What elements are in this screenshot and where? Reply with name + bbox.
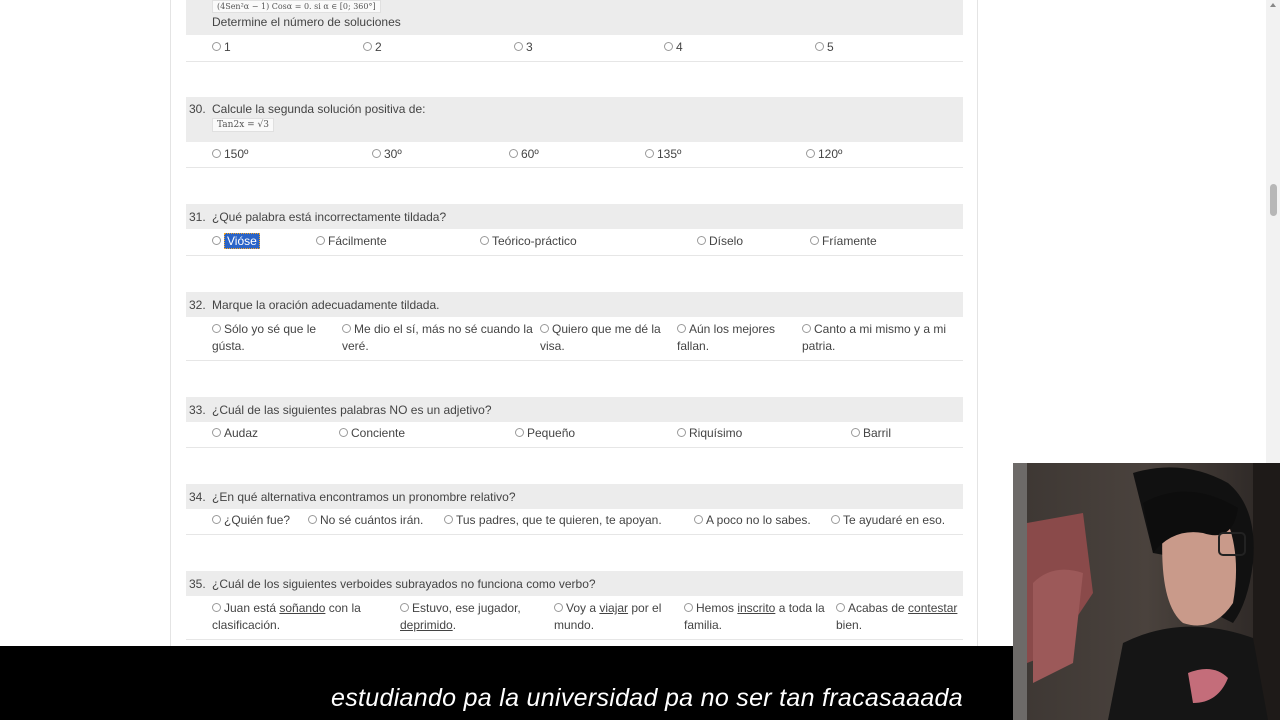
question-35-options [186, 596, 963, 640]
option-conciente[interactable]: Conciente [339, 425, 405, 442]
option-5[interactable]: 5 [815, 39, 834, 56]
radio-button[interactable] [684, 603, 693, 612]
question-31-options [186, 229, 963, 256]
option-b[interactable]: Me dio el sí, más no sé cuando la veré. [342, 322, 533, 353]
question-number: 30. [189, 102, 206, 116]
question-32-header [186, 292, 963, 317]
radio-button[interactable] [480, 236, 489, 245]
question-29-formula: (4Sen²α − 1) Cosα = 0. si α ∈ [0; 360°] [212, 0, 381, 13]
webcam-overlay [1013, 463, 1280, 720]
question-29-options [186, 35, 963, 62]
question-29-header [186, 0, 963, 35]
radio-button[interactable] [810, 236, 819, 245]
option-friamente[interactable]: Fríamente [810, 233, 877, 250]
radio-button[interactable] [554, 603, 563, 612]
option-quien-fue[interactable]: ¿Quién fue? [212, 512, 290, 529]
option-c[interactable]: Quiero que me dé la visa. [540, 322, 661, 353]
option-tus-padres[interactable]: Tus padres, que te quieren, te apoyan. [444, 512, 662, 529]
radio-button[interactable] [806, 149, 815, 158]
question-35-header [186, 571, 963, 596]
option-diselo[interactable]: Díselo [697, 233, 743, 250]
subtitle-text: estudiando pa la universidad pa no ser tan fracasaaada [331, 684, 963, 712]
question-number: 31. [189, 210, 206, 224]
question-number: 35. [189, 577, 206, 591]
radio-button[interactable] [697, 236, 706, 245]
question-34-options [186, 509, 963, 535]
radio-button[interactable] [212, 428, 221, 437]
scroll-up-icon[interactable] [1270, 3, 1276, 7]
question-31-header [186, 204, 963, 229]
radio-button[interactable] [851, 428, 860, 437]
radio-button[interactable] [515, 428, 524, 437]
option-inscrito[interactable]: Hemos inscrito a toda la familia. [684, 601, 825, 632]
option-1[interactable]: 1 [212, 39, 231, 56]
question-30-options [186, 142, 963, 168]
radio-button[interactable] [342, 324, 351, 333]
option-te-ayudare[interactable]: Te ayudaré en eso. [831, 512, 945, 529]
scrollbar-thumb[interactable] [1270, 184, 1277, 216]
option-teorico-practico[interactable]: Teórico-práctico [480, 233, 577, 250]
radio-button[interactable] [831, 515, 840, 524]
option-no-se-cuantos[interactable]: No sé cuántos irán. [308, 512, 423, 529]
question-number: 34. [189, 490, 206, 504]
selected-text: Vióse [224, 233, 260, 249]
option-2[interactable]: 2 [363, 39, 382, 56]
question-text: ¿Cuál de los siguientes verboides subrayados no funciona como verbo? [212, 577, 596, 591]
option-pequeno[interactable]: Pequeño [515, 425, 575, 442]
question-text: Marque la oración adecuadamente tildada. [212, 298, 440, 312]
radio-button[interactable] [664, 42, 673, 51]
question-30-header [186, 97, 963, 142]
option-sonando[interactable]: Juan está soñando con la clasificación. [212, 601, 361, 632]
option-deprimido[interactable]: Estuvo, ese jugador, deprimido. [400, 601, 521, 632]
radio-button[interactable] [540, 324, 549, 333]
question-number: 33. [189, 403, 206, 417]
question-text: Calcule la segunda solución positiva de: [212, 102, 426, 116]
radio-button[interactable] [212, 324, 221, 333]
option-60[interactable]: 60º [509, 146, 539, 163]
radio-button[interactable] [212, 42, 221, 51]
radio-button[interactable] [677, 324, 686, 333]
option-4[interactable]: 4 [664, 39, 683, 56]
option-30[interactable]: 30º [372, 146, 402, 163]
question-text: ¿Cuál de las siguientes palabras NO es un adjetivo? [212, 403, 492, 417]
radio-button[interactable] [694, 515, 703, 524]
option-3[interactable]: 3 [514, 39, 533, 56]
radio-button[interactable] [316, 236, 325, 245]
option-viajar[interactable]: Voy a viajar por el mundo. [554, 601, 662, 632]
option-150[interactable]: 150º [212, 146, 248, 163]
radio-button[interactable] [339, 428, 348, 437]
radio-button[interactable] [372, 149, 381, 158]
question-text: ¿En qué alternativa encontramos un pronombre relativo? [212, 490, 516, 504]
option-135[interactable]: 135º [645, 146, 681, 163]
question-33-options [186, 422, 963, 448]
option-viose[interactable] [212, 233, 260, 250]
option-contestar[interactable]: Acabas de contestar bien. [836, 601, 958, 632]
radio-button[interactable] [815, 42, 824, 51]
radio-button[interactable] [400, 603, 409, 612]
question-32-options [186, 317, 963, 361]
radio-button[interactable] [212, 603, 221, 612]
radio-button[interactable] [212, 149, 221, 158]
option-a-poco[interactable]: A poco no lo sabes. [694, 512, 811, 529]
radio-button[interactable] [645, 149, 654, 158]
question-number: 32. [189, 298, 206, 312]
radio-button[interactable] [802, 324, 811, 333]
radio-button[interactable] [677, 428, 686, 437]
radio-button[interactable] [212, 515, 221, 524]
question-33-header [186, 397, 963, 422]
radio-button[interactable] [363, 42, 372, 51]
option-d[interactable]: Aún los mejores fallan. [677, 322, 776, 353]
option-riquisimo[interactable]: Riquísimo [677, 425, 742, 442]
radio-button[interactable] [514, 42, 523, 51]
radio-button[interactable] [444, 515, 453, 524]
question-34-header [186, 484, 963, 509]
question-30-formula: Tan2x = √3 [212, 118, 274, 132]
radio-button[interactable] [836, 603, 845, 612]
option-barril[interactable]: Barril [851, 425, 891, 442]
option-audaz[interactable]: Audaz [212, 425, 258, 442]
question-text: ¿Qué palabra está incorrectamente tildada? [212, 210, 447, 224]
webcam-image [1013, 463, 1280, 720]
option-120[interactable]: 120º [806, 146, 842, 163]
radio-button[interactable] [509, 149, 518, 158]
option-a[interactable]: Sólo yo sé que le gústa. [212, 322, 317, 353]
question-29-text: Determine el número de soluciones [212, 15, 401, 29]
radio-button[interactable] [308, 515, 317, 524]
option-e[interactable]: Canto a mi mismo y a mi patria. [802, 322, 947, 353]
radio-button[interactable] [212, 236, 221, 245]
option-facilmente[interactable]: Fácilmente [316, 233, 387, 250]
